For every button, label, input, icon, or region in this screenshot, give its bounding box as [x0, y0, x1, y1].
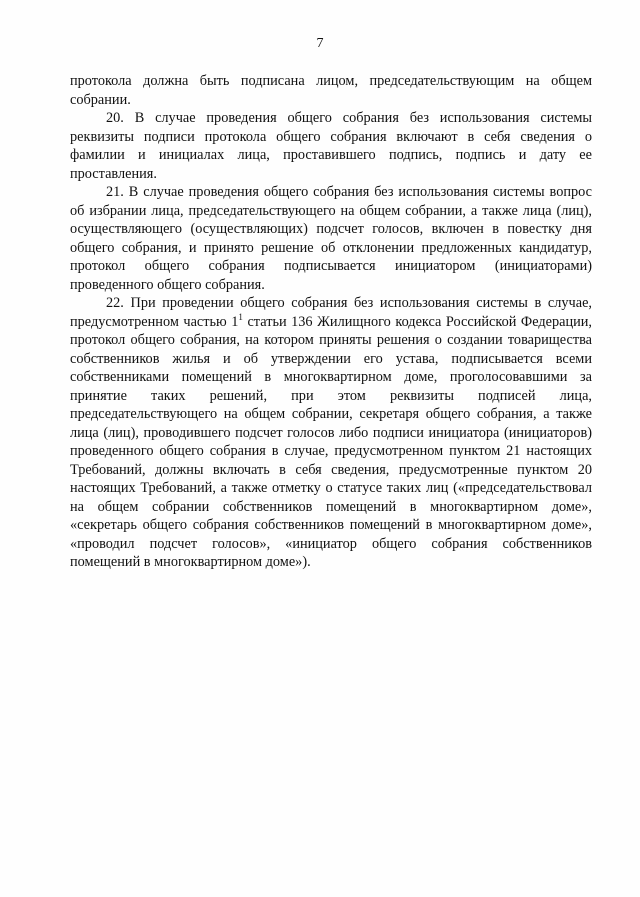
paragraph-22-part1: 22. При проведении общего собрания без использования системы в случае, предусмотренном частью 1 [70, 295, 592, 330]
paragraph-21: 21. В случае проведения общего собрания без использования системы вопрос об избрании лица, председательствующего на общем собрании, а также лица (лиц), осуществляющего (осуществляющих) подсчет голосов, включен в повестку дня общего собрания, и принято решение об отклонении предложенных кандидатур, протокол общего собрания подписывается инициатором (инициаторами) проведенного общего собрания. [70, 184, 592, 293]
paragraph-22-part2: статьи 136 Жилищного кодекса Российской Федерации, протокол общего собрания, на котором приняты решения о создании товарищества собственников жилья и об утверждении его устава, подписывается всеми собственниками помещений в многоквартирном доме, проголосовавшими за принятие таких решений, при этом реквизиты подписей лица, председательствующего на общем собрании, секретаря общего собрания, а также лица (лиц), проводившего подсчет голосов либо подписи инициатора (инициаторов) проведенного общего собрания в случае, предусмотренном пунктом 21 настоящих Требований, должны включать в себя сведения, предусмотренные пунктом 20 настоящих Требований, а также отметку о статусе таких лиц («председательствовал на общем собрании собственников помещений в многоквартирном доме», «секретарь общего собрания собственников помещений в многоквартирном доме», «проводил подсчет голосов», «инициатор общего собрания собственников помещений в многоквартирном доме»). [70, 313, 592, 570]
document-body [70, 72, 592, 572]
paragraph-22-superscript: 1 [238, 311, 243, 322]
page-number: 7 [316, 36, 324, 51]
paragraph-22 [70, 294, 592, 572]
paragraph-20: 20. В случае проведения общего собрания без использования системы реквизиты подписи протокола общего собрания включают в себя сведения о фамилии и инициалах лица, проставившего подпись, подпись и дату ее проставления. [70, 110, 592, 182]
paragraph-continuation: протокола должна быть подписана лицом, председательствующим на общем собрании. [70, 73, 592, 108]
